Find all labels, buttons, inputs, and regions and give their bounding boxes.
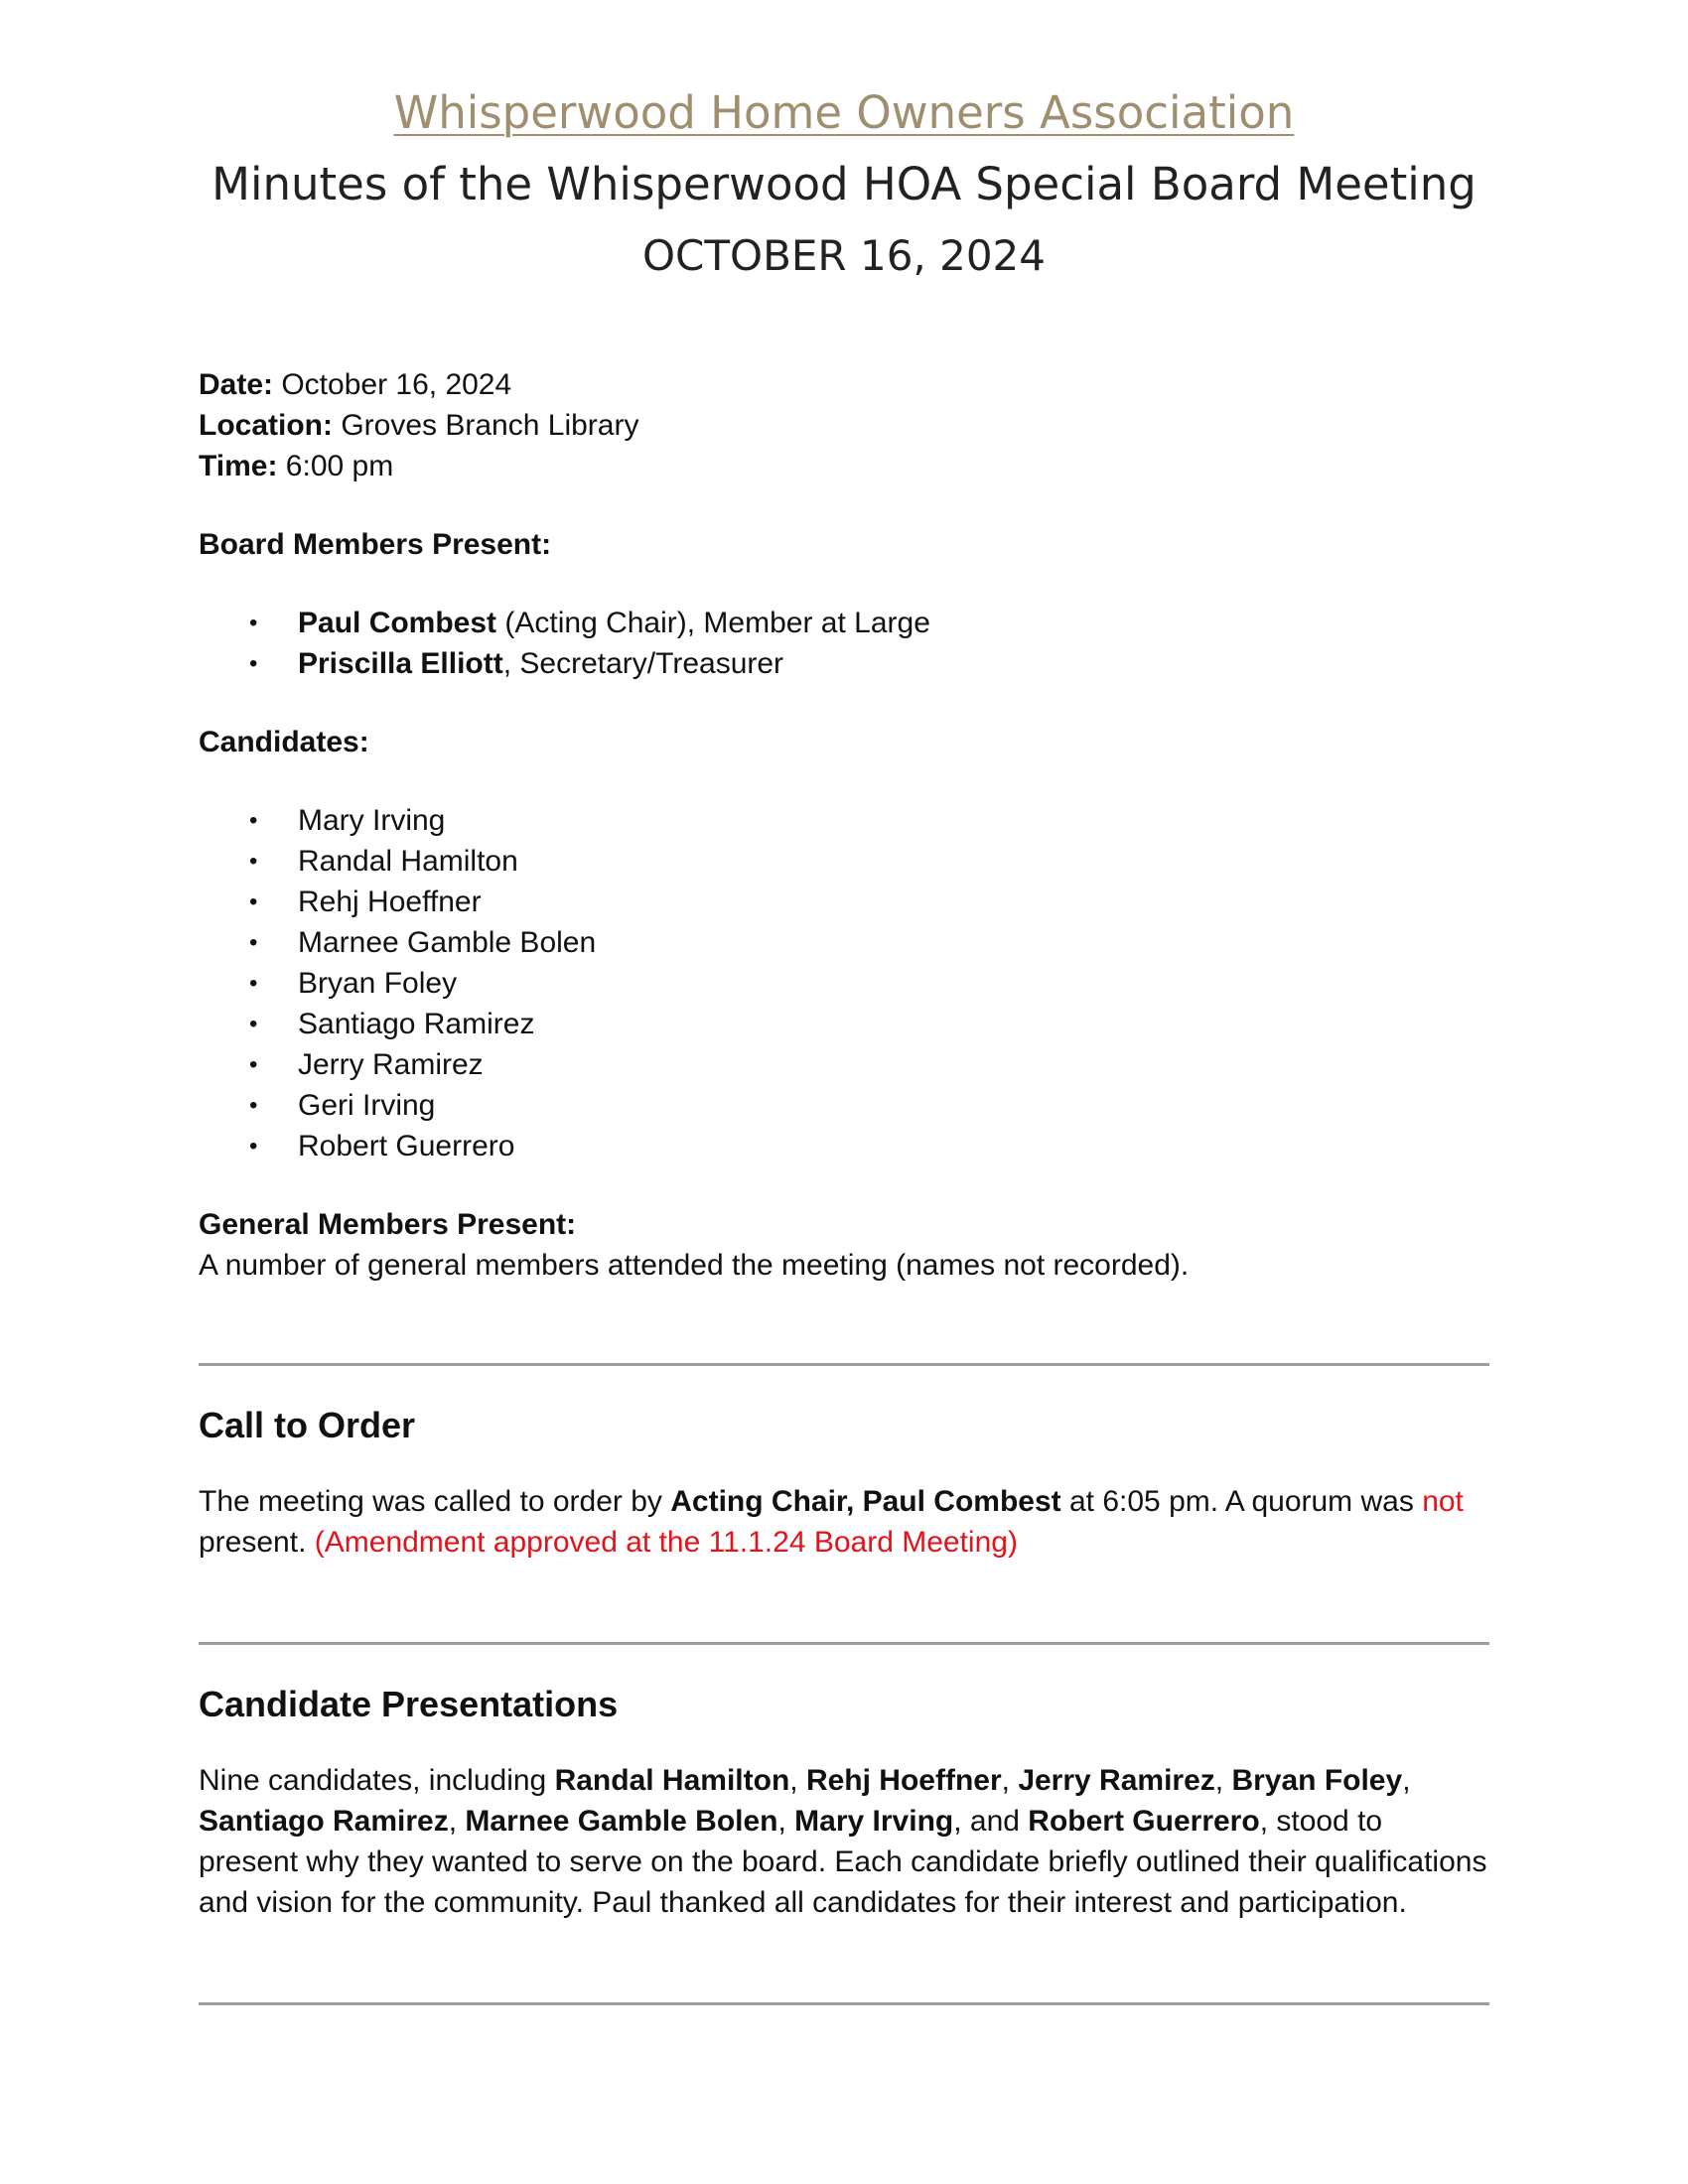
call-to-order-heading: Call to Order [199,1405,416,1445]
document-body [199,364,1489,2005]
bullet-icon: • [249,807,258,834]
candidate-name: Marnee Gamble Bolen [298,926,597,959]
candidate-presentations-text [199,1760,1489,1923]
text-run: , [448,1805,466,1838]
date-value: October 16, 2024 [273,368,512,401]
call-to-order-text [199,1481,1489,1563]
meeting-date [199,364,1489,405]
bullet-icon: • [249,1092,258,1119]
quorum-not-word: not [1422,1485,1464,1518]
general-members-label: General Members Present: [199,1208,577,1241]
bullet-icon: • [249,970,258,997]
date-label: Date: [199,368,274,401]
bullet-icon: • [249,929,258,956]
bullet-icon: • [249,848,258,875]
board-members-list [199,603,1489,684]
bullet-icon: • [249,1051,258,1078]
time-label: Time: [199,450,278,482]
member-role: , Secretary/Treasurer [502,647,784,680]
list-item [199,1085,1489,1126]
candidate-name: Randal Hamilton [298,845,518,878]
list-item [199,963,1489,1004]
document-date: OCTOBER 16, 2024 [641,231,1046,280]
amendment-note: (Amendment approved at the 11.1.24 Board Meeting) [314,1526,1018,1559]
text-run: , [789,1764,806,1797]
bullet-icon: • [249,610,258,636]
text-run: at 6:05 pm. A quorum was [1060,1485,1423,1518]
candidate-name: Marnee Gamble Bolen [465,1805,778,1838]
text-run: Nine candidates, including [199,1764,555,1797]
candidate-name: Jerry Ramirez [298,1048,484,1081]
list-item [199,643,1489,684]
list-item [199,841,1489,882]
member-name: Paul Combest [298,607,497,639]
candidates-list [199,800,1489,1166]
candidate-name: Mary Irving [794,1805,954,1838]
candidate-name: Santiago Ramirez [298,1008,535,1040]
organization-name: Whisperwood Home Owners Association [393,86,1295,139]
text-run: , and [953,1805,1029,1838]
candidate-name: Robert Guerrero [298,1130,515,1162]
candidate-name: Mary Irving [298,804,446,837]
text-run: , [1214,1764,1232,1797]
candidate-name: Robert Guerrero [1028,1805,1260,1838]
candidate-name: Santiago Ramirez [199,1805,449,1838]
list-item [199,1126,1489,1166]
general-members-text: A number of general members attended the meeting (names not recorded). [199,1249,1190,1282]
list-item [199,922,1489,963]
section-divider [199,2002,1489,2005]
text-run: The meeting was called to order by [199,1485,671,1518]
candidate-name: Rehj Hoeffner [298,886,482,918]
meeting-time [199,446,1489,486]
bullet-icon: • [249,888,258,915]
list-item [199,1004,1489,1044]
text-run: , stood to present why they wanted to serve on the board. Each candidate briefly outlined their qualifications and vision for the community. Paul thanked all candidates for their interest and participation. [199,1805,1487,1919]
list-item [199,882,1489,922]
candidate-name: Jerry Ramirez [1018,1764,1215,1797]
text-run: , [1402,1764,1411,1797]
location-value: Groves Branch Library [333,409,639,442]
bullet-icon: • [249,1011,258,1037]
bullet-icon: • [249,650,258,677]
text-run: , [777,1805,795,1838]
member-role: (Acting Chair), Member at Large [496,607,930,639]
candidate-presentations-heading: Candidate Presentations [199,1684,619,1724]
text-run: , [1001,1764,1019,1797]
location-label: Location: [199,409,333,442]
text-run: present. [199,1526,315,1559]
candidate-name: Bryan Foley [298,967,458,1000]
candidate-name: Rehj Hoeffner [805,1764,1002,1797]
time-value: 6:00 pm [277,450,394,482]
candidate-name: Randal Hamilton [554,1764,790,1797]
acting-chair-name: Acting Chair, Paul Combest [670,1485,1061,1518]
board-members-label: Board Members Present: [199,528,552,561]
candidate-name: Geri Irving [298,1089,436,1122]
list-item [199,1044,1489,1085]
list-item [199,800,1489,841]
document-header [0,77,1688,292]
member-name: Priscilla Elliott [298,647,503,680]
candidates-label: Candidates: [199,726,369,758]
candidate-name: Bryan Foley [1231,1764,1403,1797]
list-item [199,603,1489,643]
bullet-icon: • [249,1133,258,1160]
document-title: Minutes of the Whisperwood HOA Special Board Meeting [211,158,1477,210]
meeting-location [199,405,1489,446]
